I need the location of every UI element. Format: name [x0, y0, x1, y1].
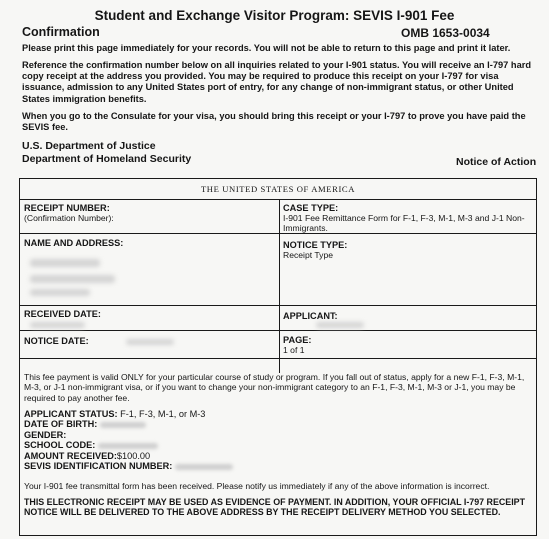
received-date-cell [24, 309, 101, 319]
agency-line-2: Department of Homeland Security [22, 153, 192, 165]
redacted-dob [100, 422, 146, 428]
dob-row [24, 419, 233, 429]
applicant-label: APPLICANT: [283, 311, 338, 321]
column-divider [279, 200, 280, 373]
receipt-number-cell [24, 203, 114, 223]
redacted-sevis-id [175, 464, 233, 470]
consulate-instruction: When you go to the Consulate for your visa, you should bring this receipt or your I-797 to prove you have paid the SEVIS fee. [22, 111, 526, 133]
name-address-cell [24, 238, 123, 248]
received-date-label: RECEIVED DATE: [24, 309, 101, 319]
validity-notice [24, 372, 532, 403]
case-type-label: CASE TYPE: [283, 203, 339, 213]
notice-type-value: Receipt Type [283, 250, 334, 260]
name-address-label: NAME AND ADDRESS: [24, 238, 124, 248]
agency-line-1: U.S. Department of Justice [22, 140, 156, 152]
reference-instruction: Reference the confirmation number below on all inquiries related to your I-901 status. You will receive an I-797 hard copy receipt at the address you provided. You may be required to produce this receipt on your I-797 for visa issuance, admission to any United States port of entry, for any change of non-immigrant status, or other United States immigration benefits. [22, 60, 532, 104]
applicant-cell [283, 311, 338, 321]
receipt-number-sublabel: (Confirmation Number): [24, 213, 114, 223]
transmittal-notice: Your I-901 fee transmittal form has been received. Please notify us immediately if any of the above information is incorrect. [24, 481, 490, 491]
divider [20, 305, 536, 306]
case-type-cell [283, 203, 533, 233]
school-code-label: SCHOOL CODE: [24, 440, 96, 451]
page-title: Student and Exchange Visitor Program: SEVIS I-901 Fee [94, 8, 455, 23]
sevis-id-row [24, 461, 233, 471]
case-type-value: I-901 Fee Remittance Form for F-1, F-3, M-1, M-3 and J-1 Non-Immigrants. [283, 213, 525, 233]
agency-block [22, 140, 191, 166]
applicant-details [24, 409, 233, 471]
evidence-notice: THIS ELECTRONIC RECEIPT MAY BE USED AS EVIDENCE OF PAYMENT. IN ADDITION, YOUR OFFICIAL I-797 RECEIPT NOTICE WILL BE DELIVERED TO THE ABOVE ADDRESS BY THE RECEIPT DELIVERY METHOD YOU SELECTED. [24, 497, 526, 518]
divider [20, 233, 536, 234]
notice-type-cell [283, 240, 347, 260]
gender-row [24, 430, 233, 440]
page-label: PAGE: [283, 335, 312, 345]
page-value: 1 of 1 [283, 345, 305, 355]
receipt-number-label: RECEIPT NUMBER: [24, 203, 110, 213]
receipt-notice-box [19, 178, 537, 536]
applicant-status-row [24, 409, 233, 419]
redacted-school-code [98, 443, 158, 449]
sevis-id-label: SEVIS IDENTIFICATION NUMBER: [24, 461, 173, 472]
applicant-status-value: F-1, F-3, M-1, or M-3 [120, 409, 206, 419]
omb-number: OMB 1653-0034 [401, 26, 490, 40]
validity-prefix: This [24, 372, 41, 382]
divider [20, 358, 536, 359]
amount-row [24, 451, 233, 461]
dob-label: DATE OF BIRTH: [24, 419, 98, 430]
redacted-received-date [30, 322, 85, 328]
applicant-status-label: APPLICANT STATUS: [24, 409, 118, 419]
notice-of-action-label: Notice of Action [456, 156, 537, 168]
school-code-row [24, 440, 233, 450]
redacted-applicant [316, 322, 364, 328]
redacted-notice-date [126, 339, 174, 345]
country-header: THE UNITED STATES OF AMERICA [20, 179, 536, 200]
divider [20, 330, 536, 331]
redacted-address [30, 289, 90, 296]
redacted-address [30, 275, 115, 283]
amount-label: AMOUNT RECEIVED: [24, 450, 117, 461]
page-cell [283, 335, 311, 355]
redacted-name [30, 259, 100, 267]
notice-date-label: NOTICE DATE: [24, 336, 89, 346]
notice-type-label: NOTICE TYPE: [283, 240, 348, 250]
confirmation-heading: Confirmation [22, 25, 100, 39]
print-instruction: Please print this page immediately for your records. You will not be able to return to this page and print it later. [22, 43, 511, 53]
gender-label: GENDER: [24, 429, 67, 440]
notice-date-cell [24, 336, 89, 346]
amount-value: $100.00 [116, 450, 151, 461]
validity-text: fee payment is valid ONLY for your particular course of study or program. If you fall out of status, apply for a new F-1, F-3, M-1, M-3, or J-1 non-immigrant visa, or if you want to change your non-immigrant category to an F-1, F-3, M-1, M-3 or J-1, you may be required to pay another fee. [24, 372, 525, 403]
